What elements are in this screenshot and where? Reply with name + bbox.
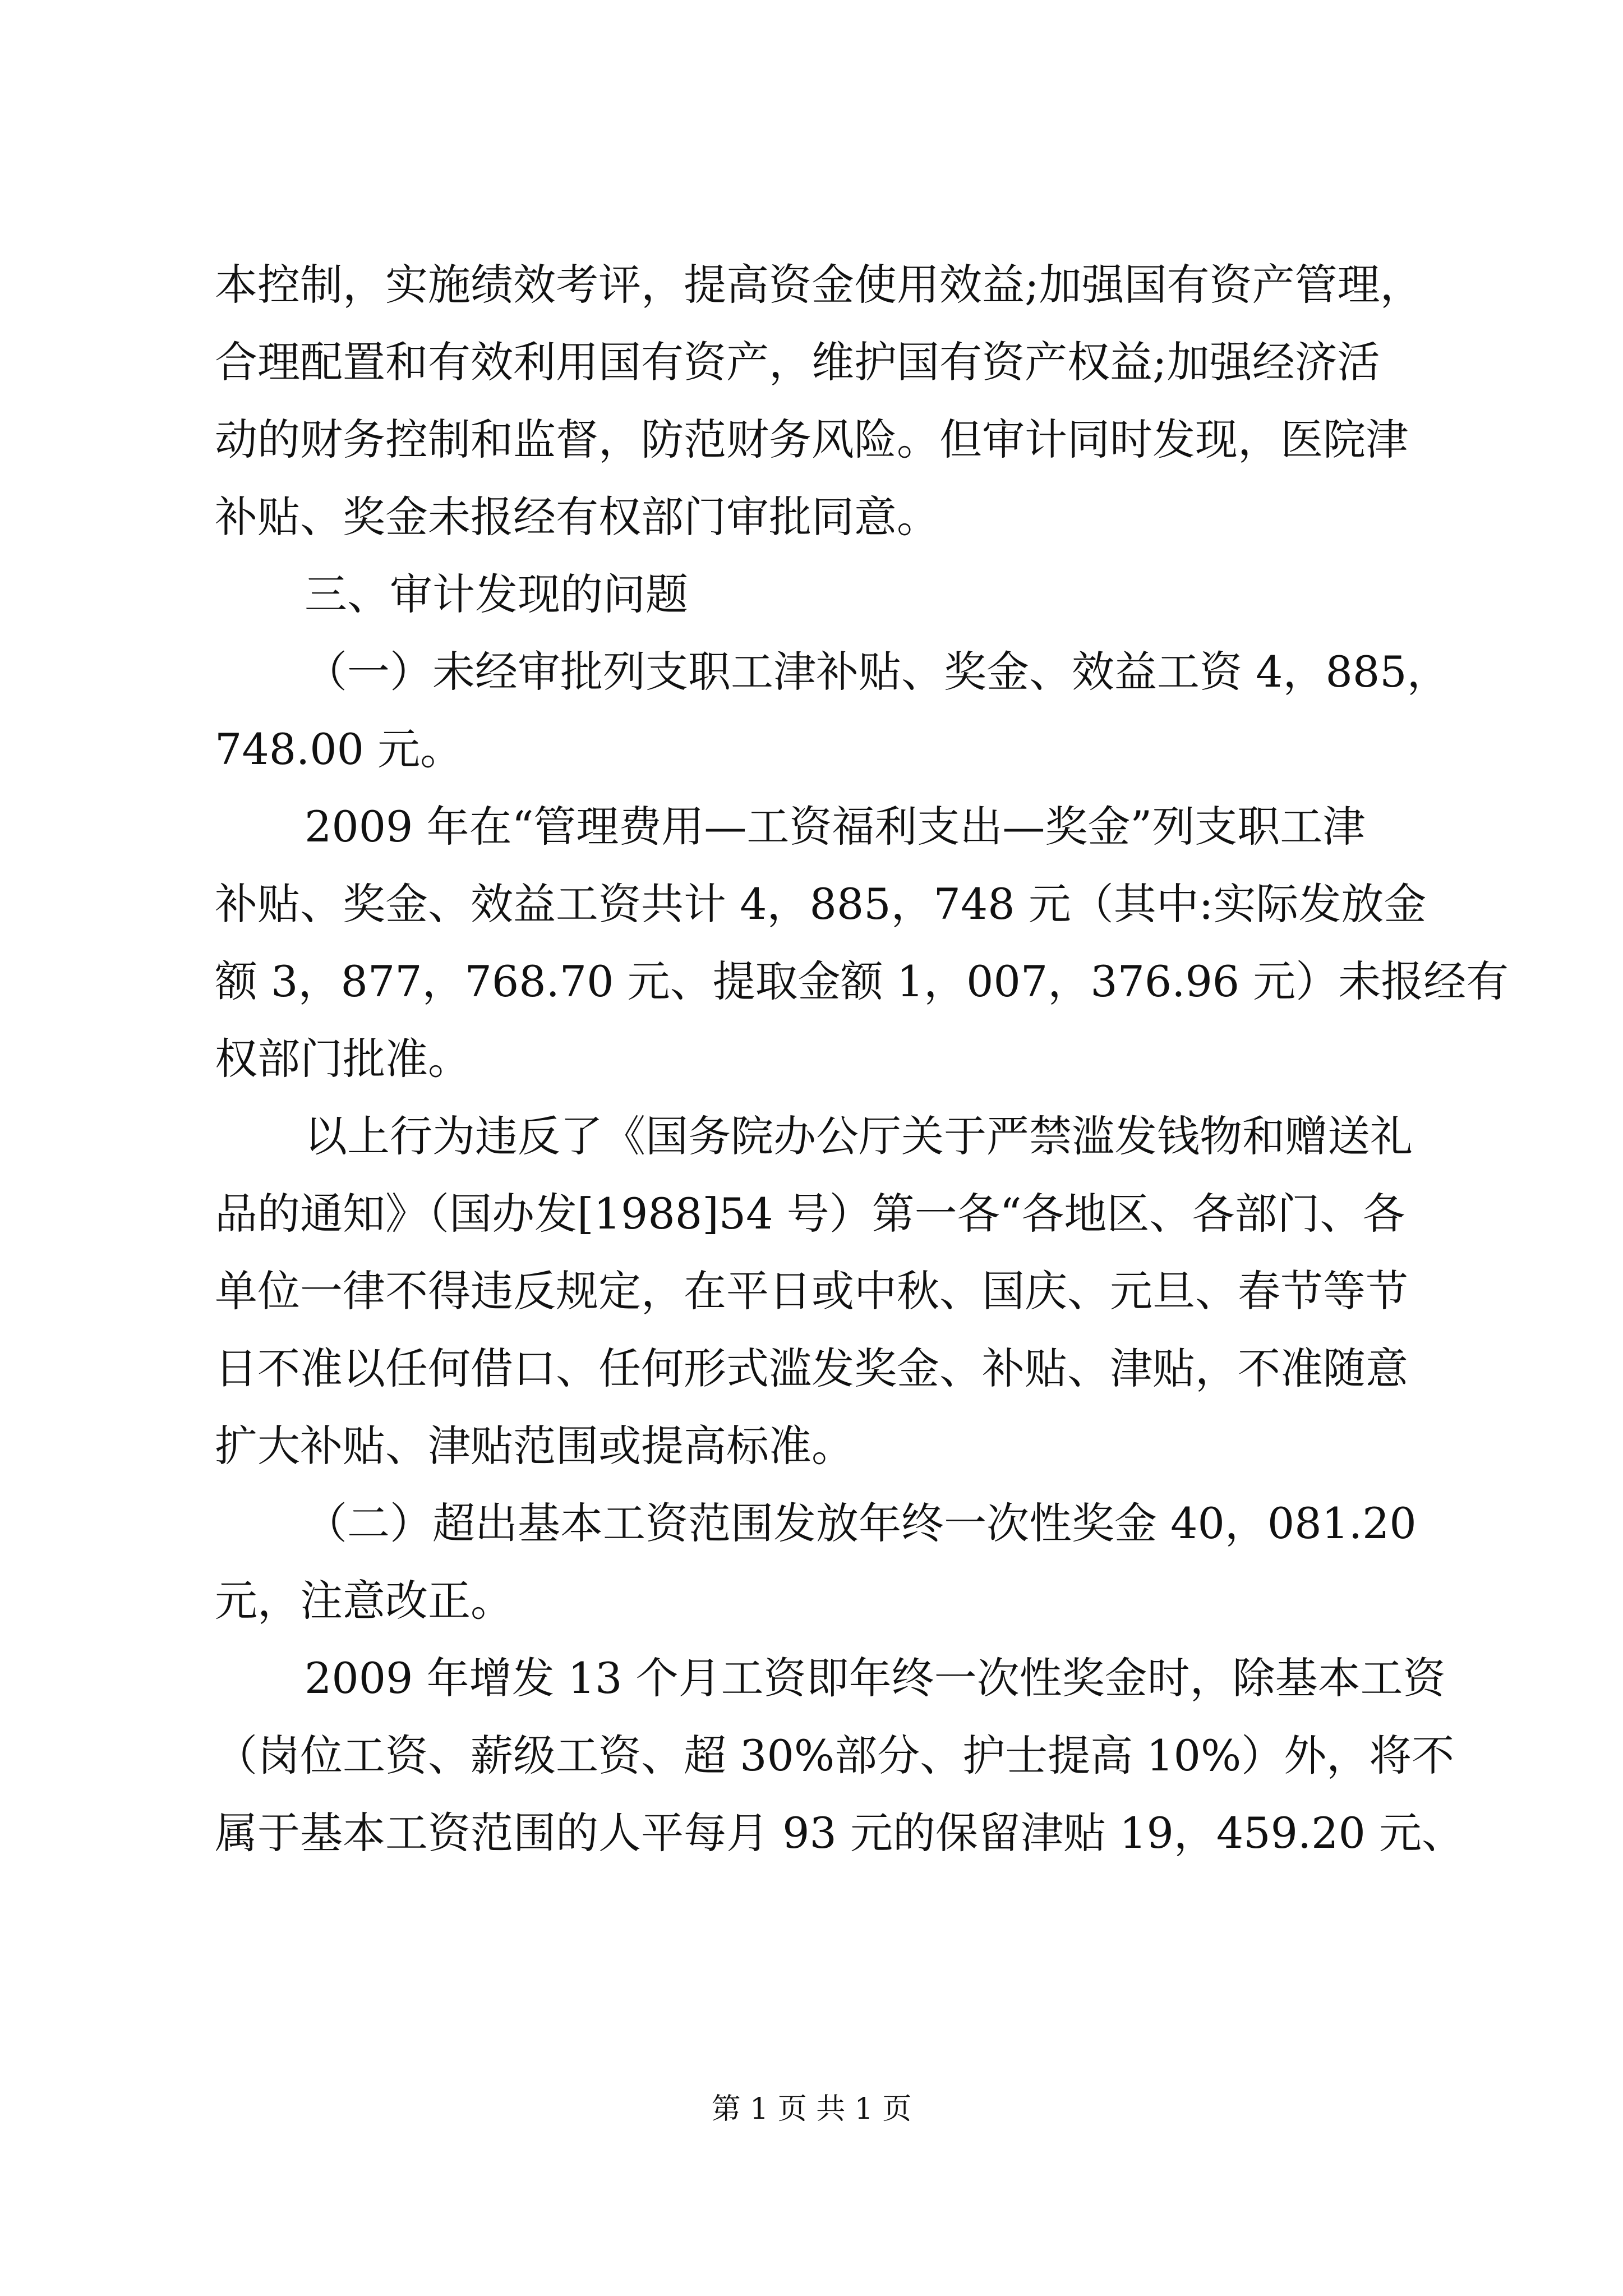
page-number-footer: 第 1 页 共 1 页 [711,2092,912,2126]
text-line: 权部门批准。 [215,1034,471,1084]
text-line: 品的通知》（国办发[1988]54 号）第一各“各地区、各部门、各 [215,1189,1405,1239]
text-line: 2009 年在“管理费用—工资福利支出—奖金”列支职工津 [305,802,1366,852]
text-line: 本控制，实施绩效考评，提高资金使用效益;加强国有资产管理， [215,260,1423,310]
text-line: （岗位工资、薪级工资、超 30%部分、护士提高 10%）外，将不 [215,1731,1455,1780]
text-line: 日不准以任何借口、任何形式滥发奖金、补贴、津贴，不准随意 [215,1343,1408,1393]
text-line: 属于基本工资范围的人平每月 93 元的保留津贴 19，459.20 元、 [215,1808,1464,1858]
text-line: 合理配置和有效利用国有资产，维护国有资产权益;加强经济活 [215,337,1380,387]
text-line: 额 3，877，768.70 元、提取金额 1，007，376.96 元）未报经有 [215,956,1509,1006]
section-heading: 三、审计发现的问题 [305,569,688,619]
text-line: 以上行为违反了《国务院办公厅关于严禁滥发钱物和赠送礼 [305,1111,1413,1161]
text-line: 元，注意改正。 [215,1576,513,1626]
text-line: 动的财务控制和监督，防范财务风险。但审计同时发现，医院津 [215,415,1408,464]
text-line: 748.00 元。 [215,724,463,774]
subsection-heading: （二）超出基本工资范围发放年终一次性奖金 40，081.20 [305,1498,1417,1548]
text-line: 2009 年增发 13 个月工资即年终一次性奖金时，除基本工资 [305,1653,1446,1703]
text-line: 扩大补贴、津贴范围或提高标准。 [215,1421,854,1471]
subsection-heading: （一）未经审批列支职工津补贴、奖金、效益工资 4，885， [305,647,1450,697]
text-line: 单位一律不得违反规定，在平日或中秋、国庆、元旦、春节等节 [215,1266,1408,1316]
text-line: 补贴、奖金、效益工资共计 4，885，748 元（其中:实际发放金 [215,879,1427,929]
text-line: 补贴、奖金未报经有权部门审批同意。 [215,492,939,542]
